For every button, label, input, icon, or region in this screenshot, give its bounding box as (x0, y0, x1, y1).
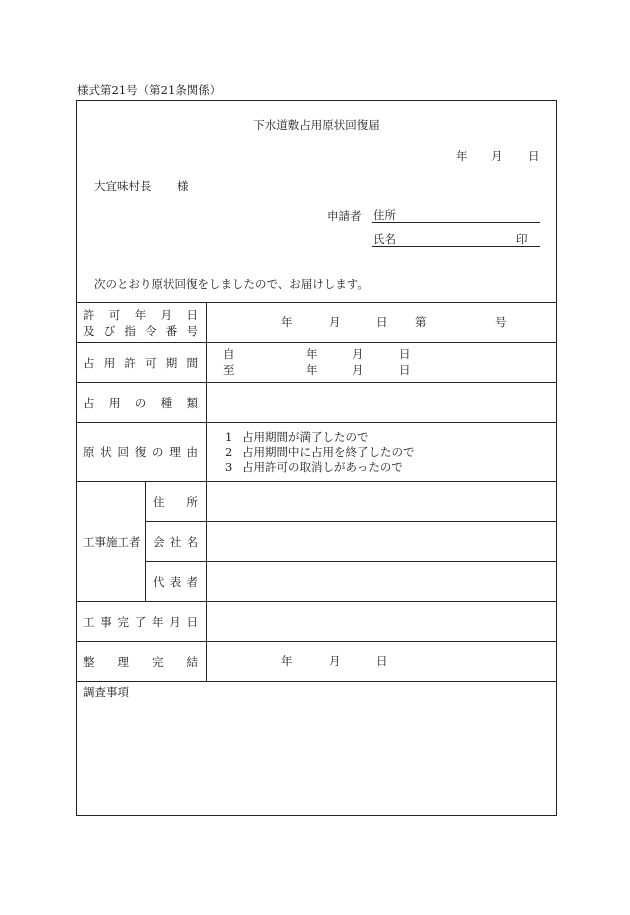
completion-date-value (207, 602, 556, 641)
period-from-prefix: 自 (223, 347, 235, 361)
period-to-year-label: 年 (306, 363, 318, 377)
permit-label-line1: 許 可 年 月 日 (83, 307, 198, 322)
closing-label-cell (77, 642, 207, 681)
addressee-honorific: 様 (177, 179, 189, 193)
completion-date-label: 工 事 完 了 年 月 日 (83, 614, 198, 629)
applicant-name-label: 氏名 (373, 232, 396, 246)
closing-value (207, 642, 556, 681)
reason-row (77, 422, 556, 481)
reason-option-number: 3 (225, 460, 233, 474)
date-year-label: 年 (456, 149, 468, 163)
form-number: 様式第21号（第21条関係） (77, 83, 222, 97)
contractor-address-row (146, 482, 556, 521)
applicant-label: 申請者 (327, 209, 362, 223)
period-to-prefix: 至 (223, 363, 235, 377)
reason-option-number: 2 (225, 445, 233, 459)
permit-number-prefix: 第 (415, 315, 427, 329)
date-month-label: 月 (491, 149, 503, 163)
contractor-representative-label: 代 表 者 (153, 574, 198, 589)
closing-month-label: 月 (329, 654, 341, 668)
notification-form (76, 100, 557, 816)
contractor-company-label: 会 社 名 (153, 534, 198, 549)
contractor-company-value (207, 522, 556, 561)
reason-option-number: 1 (225, 430, 233, 444)
form-title: 下水道敷占用原状回復届 (253, 118, 380, 132)
period-from-year-label: 年 (306, 347, 318, 361)
occupancy-type-row (77, 382, 556, 422)
reason-label: 原 状 回 復 の 理 由 (83, 445, 198, 459)
occupancy-type-value (207, 383, 556, 422)
permit-label-line2: 及 び 指 令 番 号 (83, 323, 198, 338)
closing-row (77, 641, 556, 681)
reason-value (207, 423, 556, 481)
reason-label-cell (77, 423, 207, 481)
seal-mark: 印 (516, 232, 528, 246)
permit-label (77, 303, 207, 342)
reason-option-text: 占用期間中に占用を終了したので (242, 445, 415, 459)
contractor-address-label: 住 所 (153, 494, 198, 509)
investigation-row (77, 681, 556, 815)
contractor-label: 工事施工者 (77, 482, 146, 601)
closing-year-label: 年 (281, 654, 293, 668)
contractor-address-label-cell (146, 482, 207, 521)
contractor-company-row (146, 521, 556, 561)
period-to-month-label: 月 (352, 363, 364, 377)
period-from-month-label: 月 (352, 347, 364, 361)
form-table (77, 302, 556, 815)
applicant-address-label: 住所 (373, 208, 396, 222)
contractor-company-label-cell (146, 522, 207, 561)
applicant-name-line (372, 231, 540, 247)
completion-date-label-cell (77, 602, 207, 641)
contractor-group (77, 481, 556, 601)
applicant-address-line (372, 207, 540, 223)
occupancy-type-label: 占 用 の 種 類 (83, 395, 198, 410)
completion-date-row (77, 601, 556, 641)
contractor-representative-label-cell (146, 562, 207, 601)
contractor-address-value (207, 482, 556, 521)
closing-day-label: 日 (376, 654, 388, 668)
occupancy-type-label-cell (77, 383, 207, 422)
period-row (77, 342, 556, 382)
permit-row (77, 302, 556, 342)
period-label-cell (77, 343, 207, 382)
period-from-day-label: 日 (399, 347, 411, 361)
permit-month-label: 月 (329, 315, 341, 329)
addressee-name: 大宜味村長 (94, 179, 152, 193)
statement-text: 次のとおり原状回復をしましたので、お届けします。 (94, 277, 369, 291)
reason-option-text: 占用許可の取消しがあったので (242, 460, 403, 474)
contractor-representative-row (146, 561, 556, 601)
closing-label: 整 理 完 結 (83, 654, 198, 669)
permit-year-label: 年 (281, 315, 293, 329)
permit-number-suffix: 号 (495, 315, 507, 329)
reason-option-text: 占用期間が満了したので (242, 430, 369, 444)
contractor-representative-value (207, 562, 556, 601)
period-label: 占 用 許 可 期 間 (83, 355, 198, 370)
permit-value (207, 303, 556, 342)
investigation-label: 調査事項 (83, 685, 129, 699)
date-day-label: 日 (528, 149, 540, 163)
period-to-day-label: 日 (399, 363, 411, 377)
permit-day-label: 日 (376, 315, 388, 329)
period-value (207, 343, 556, 382)
